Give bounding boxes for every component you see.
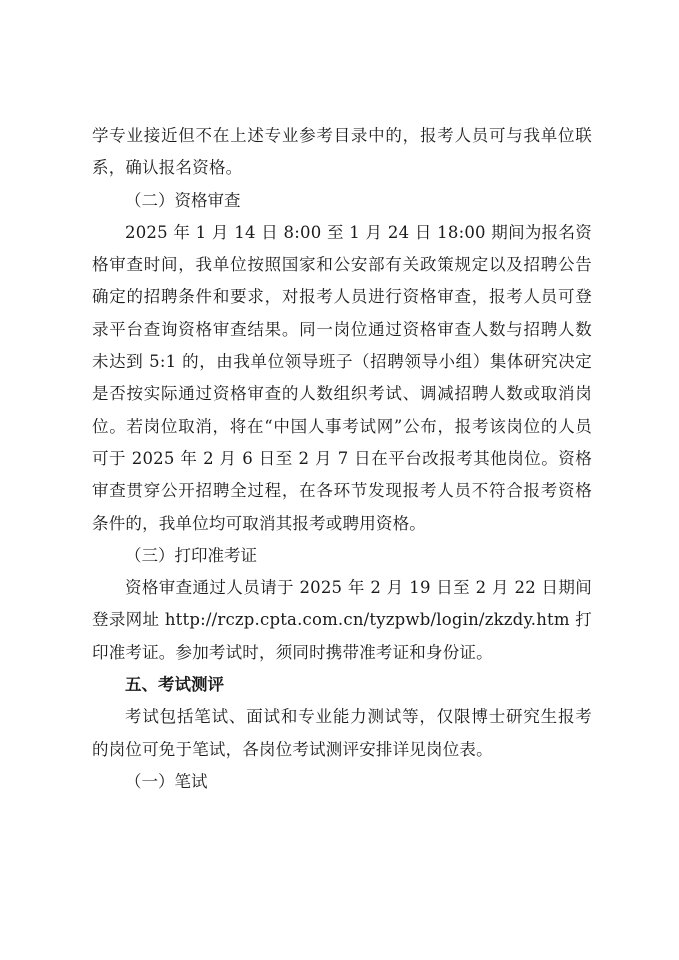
paragraph-qualification-review: 2025 年 1 月 14 日 8:00 至 1 月 24 日 18:00 期间为报名资格审查时间，我单位按照国家和公安部有关政策规定以及招聘公告确定的招聘条件和要求，对报考人员进行资格审查，报考人员可登录平台查询资格审查结果。同一岗位通过资格审查人数与招聘人数未达到 5:1 的，由我单位领导班子（招聘领导小组）集体研究决定是否按实际通过资格审查的人数组织考试、调减招聘人数或取消岗位。若岗位取消，将在“中国人事考试网”公布，报考该岗位的人员可于 2025 年 2 月 6 日至 2 月 7 日在平台改报考其他岗位。资格审查贯穿公开招聘全过程，在各环节发现报考人员不符合报考资格条件的，我单位均可取消其报考或聘用资格。 xyxy=(92,222,592,533)
section-heading-print-admission: （三）打印准考证 xyxy=(125,545,257,565)
section-heading-written-exam: （一）笔试 xyxy=(125,771,208,791)
paragraph-major-note: 学专业接近但不在上述专业参考目录中的，报考人员可与我单位联系，确认报名资格。 xyxy=(92,126,592,178)
paragraph-exam-assessment: 考试包括笔试、面试和专业能力测试等，仅限博士研究生报考的岗位可免于笔试，各岗位考试测评安排详见岗位表。 xyxy=(92,707,592,759)
section-heading-qualification-review: （二）资格审查 xyxy=(125,190,241,210)
paragraph-print-admission: 资格审查通过人员请于 2025 年 2 月 19 日至 2 月 22 日期间登录网址 http://rczp.cpta.com.cn/tyzpwb/login/zkzdy.htm 打印准考证。参加考试时，须同时携带准考证和身份证。 xyxy=(92,578,592,662)
document-body xyxy=(92,120,592,798)
section-heading-exam-assessment: 五、考试测评 xyxy=(125,675,224,695)
